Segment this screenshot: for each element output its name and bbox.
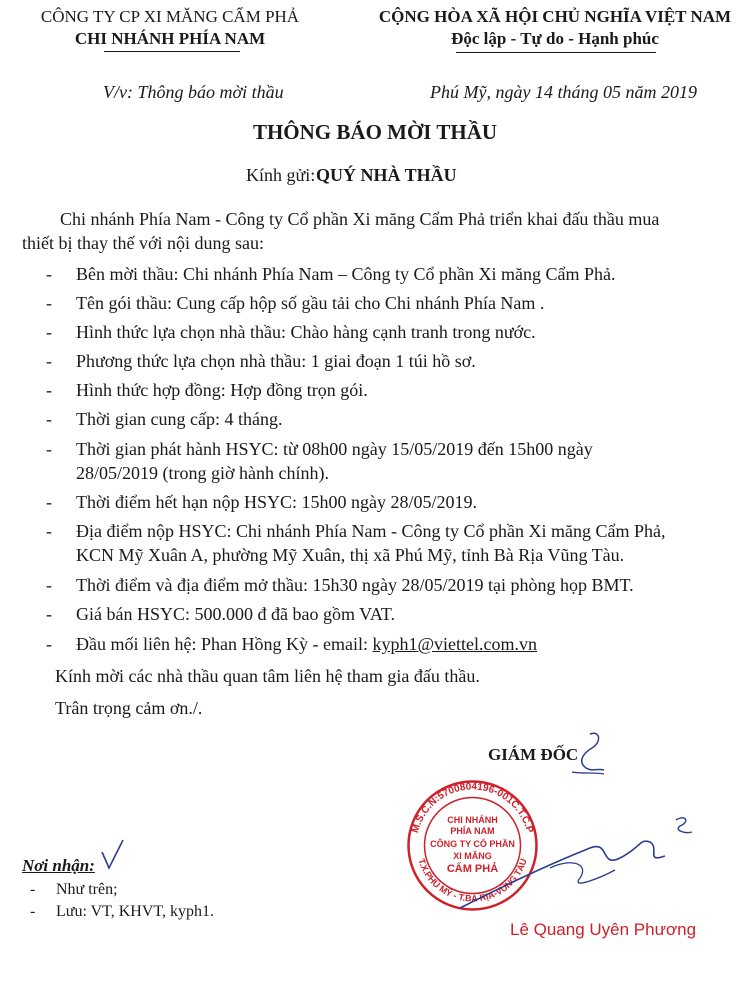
company-name: CÔNG TY CP XI MĂNG CẨM PHẢ [40,7,300,26]
country-motto: Độc lập - Tự do - Hạnh phúc [451,29,659,48]
recipient: QUÝ NHÀ THẦU [316,165,457,185]
intro-line-1: Chi nhánh Phía Nam - Công ty Cổ phần Xi măng Cẩm Phả triển khai đấu thầu mua [60,209,660,229]
signature-icon [440,808,700,918]
check-mark-icon [100,838,126,872]
intro-line-2: thiết bị thay thế với nội dung sau: [22,233,264,253]
stamp-line-5: CẨM PHẢ [446,863,499,875]
stamp-line-2: PHÍA NAM [450,826,495,836]
header-left-rule [104,51,240,52]
recipient-label: Kính gửi: [246,165,316,185]
header-right-rule [456,52,656,53]
stamp-line-3: CÔNG TY CỔ PHẦN [430,839,515,849]
stamp-ring-text: M.S.C.N:5700804196-001C.T.C.P [409,781,535,835]
signer-title: GIÁM ĐỐC [488,745,579,764]
closing-invitation: Kính mời các nhà thầu quan tâm liên hệ tham gia đấu thầu. [55,666,480,686]
contact-email-link[interactable]: kyph1@viettel.com.vn [372,634,538,654]
initial-signature-icon [568,728,608,778]
closing-thanks: Trân trọng cảm ơn./. [55,698,203,718]
signer-name: Lê Quang Uyên Phương [510,920,697,939]
stamp-line-1: CHI NHÁNH [447,815,498,825]
receivers-label: Nơi nhận: [22,856,95,875]
document-title: THÔNG BÁO MỜI THẦU [252,120,498,144]
stamp-ring-bottom: T.X.PHÚ MỸ - T.BÀ RỊA-VŨNG TÀU [416,857,529,904]
subject-line: V/v: Thông báo mời thầu [103,82,284,102]
receiver-item: - Lưu: VT, KHVT, kyph1. [30,903,214,920]
stamp-line-4: XI MĂNG [453,851,492,861]
country-name: CỘNG HÒA XÃ HỘI CHỦ NGHĨA VIỆT NAM [378,7,732,26]
place-date: Phú Mỹ, ngày 14 tháng 05 năm 2019 [430,82,697,102]
receiver-item: - Như trên; [30,881,118,898]
branch-name: CHI NHÁNH PHÍA NAM [74,29,266,48]
